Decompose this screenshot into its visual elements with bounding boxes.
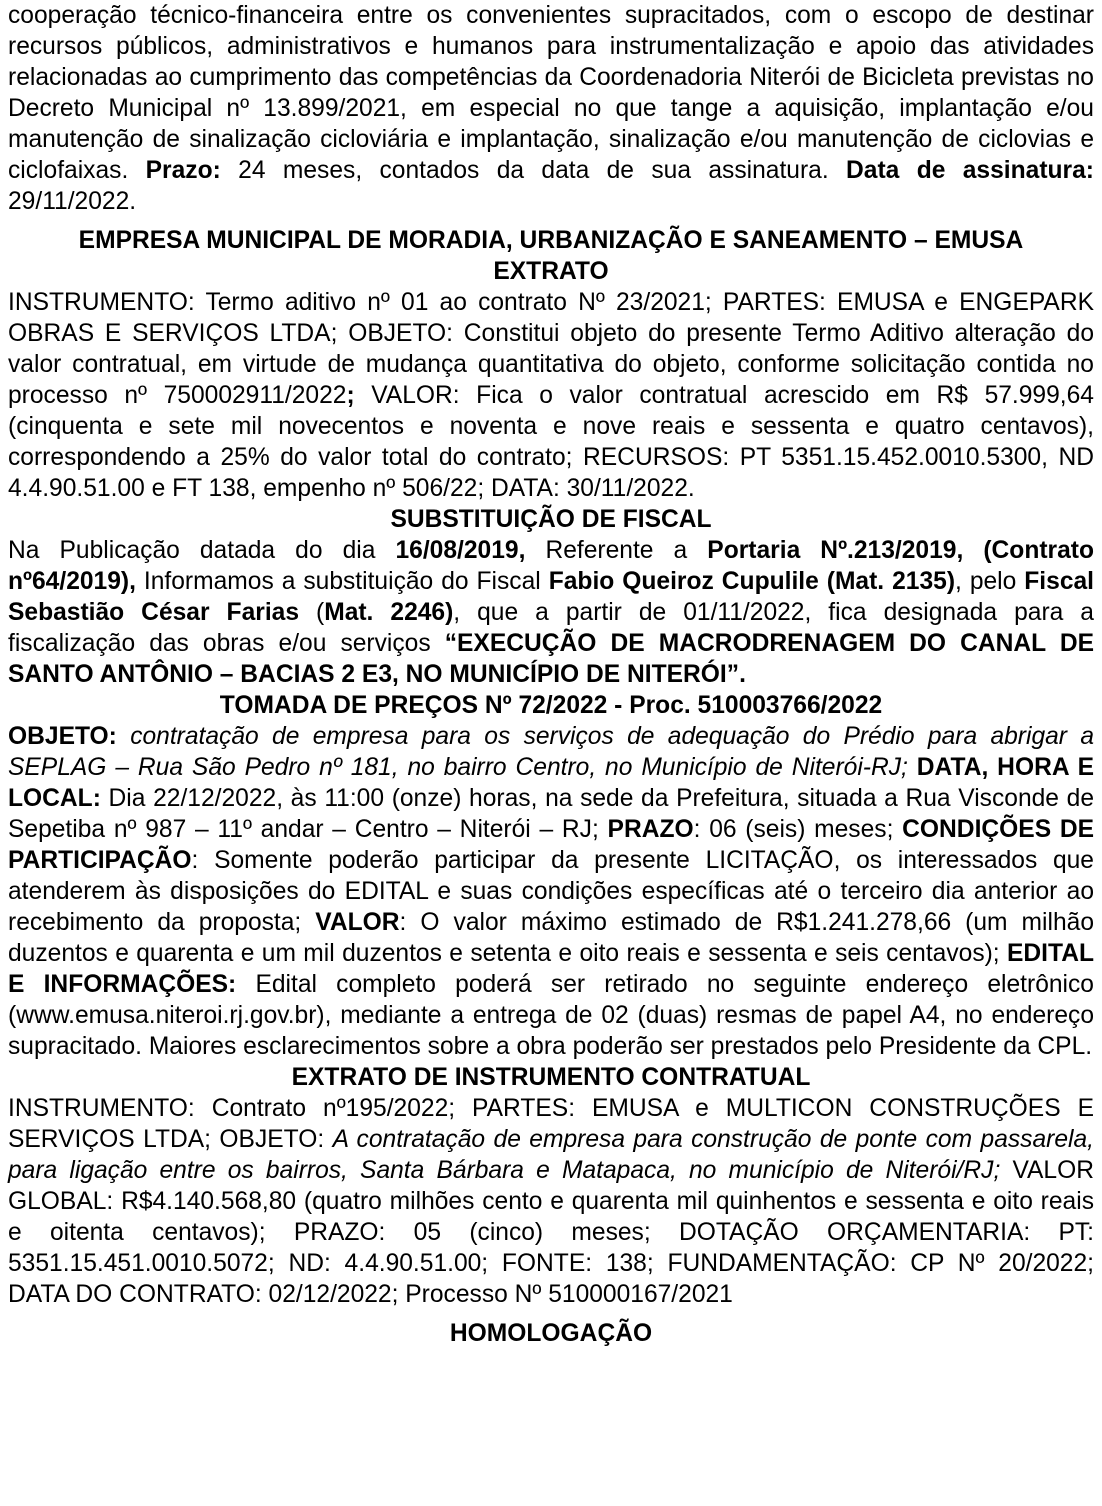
- text: 29/11/2022.: [8, 188, 137, 215]
- bold-text: Mat. 2246): [324, 599, 454, 626]
- text: Na Publicação datada do dia: [8, 537, 396, 564]
- bold-text: CONDIÇÕES DE PARTICIPAÇÃO: [8, 816, 1095, 874]
- bold-text: DATA, HORA E LOCAL:: [8, 754, 1094, 812]
- text: Dia 22/12/2022, às 11:00 (onze) horas, na sede da Prefeitura, situada a Rua Visconde de Sepetiba nº 987 – 11º andar – Centro – Niterói – RJ;: [8, 785, 1094, 843]
- tomada-precos-paragraph: [8, 721, 1094, 1062]
- contrato-paragraph: [8, 1093, 1094, 1310]
- text: INSTRUMENTO: Termo aditivo nº 01 ao contrato Nº 23/2021; PARTES: EMUSA e ENGEPARK OBRAS E SERVIÇOS LTDA; OBJETO: Constitui objeto do presente Termo Aditivo alteração do valor contratual, em virtude de mudança quantitativa do objeto, conforme solicitação contida no processo nº 750002911/2022: [8, 289, 1094, 409]
- bold-text: Prazo:: [145, 157, 221, 184]
- substituicao-fiscal-heading: SUBSTITUIÇÃO DE FISCAL: [390, 506, 712, 533]
- bold-text: “EXECUÇÃO DE MACRODRENAGEM DO CANAL DE SANTO ANTÔNIO – BACIAS 2 E3, NO MUNICÍPIO DE NITERÓI”.: [8, 630, 1094, 688]
- convenio-paragraph: [8, 0, 1094, 217]
- text: VALOR GLOBAL: R$4.140.568,80 (quatro milhões cento e quarenta mil quinhentos e sessenta e oito reais e oitenta centavos); PRAZO: 05 (cinco) meses; DOTAÇÃO ORÇAMENTARIA: PT: 5351.15.451.0010.5072; ND: 4.4.90.51.00; FONTE: 138; FUNDAMENTAÇÃO: CP Nº 20/2022; DATA DO CONTRATO: 02/12/2022; Processo Nº 510000167/2021: [8, 1157, 1095, 1308]
- text: INSTRUMENTO: Contrato nº195/2022; PARTES: EMUSA e MULTICON CONSTRUÇÕES E SERVIÇOS LTDA; OBJETO:: [8, 1095, 1094, 1153]
- bold-text: Portaria Nº.213/2019, (Contrato nº64/2019),: [8, 537, 1095, 595]
- tomada-precos-heading: TOMADA DE PREÇOS Nº 72/2022 - Proc. 510003766/2022: [219, 692, 883, 719]
- bold-text: EDITAL E INFORMAÇÕES:: [8, 940, 1094, 998]
- emusa-heading: EMPRESA MUNICIPAL DE MORADIA, URBANIZAÇÃO E SANEAMENTO – EMUSA: [78, 227, 1024, 254]
- bold-text: Fabio Queiroz Cupulile (Mat. 2135): [548, 568, 956, 595]
- extrato-heading: EXTRATO: [493, 258, 609, 285]
- text: (: [299, 599, 325, 626]
- text: , pelo: [955, 568, 1025, 595]
- bold-text: OBJETO:: [8, 723, 117, 750]
- bold-text: ;: [346, 382, 355, 409]
- text: , que a partir de 01/11/2022, fica designada para a fiscalização das obras e/ou serviços: [8, 599, 1094, 657]
- substituicao-fiscal-paragraph: [8, 535, 1094, 690]
- text: : O valor máximo estimado de R$1.241.278,66 (um milhão duzentos e quarenta e um mil duzentos e setenta e oito reais e sessenta e seis centavos);: [8, 909, 1095, 967]
- text: cooperação técnico-financeira entre os convenientes supracitados, com o escopo de destinar recursos públicos, administrativos e humanos para instrumentalização e apoio das atividades relacionadas ao cumprimento das competências da Coordenadoria Niterói de Bicicleta previstas no Decreto Municipal nº 13.899/2021, em especial no que tange a aquisição, implantação e/ou manutenção de sinalização cicloviária e implantação, sinalização e/ou manutenção de ciclovias e ciclofaixas.: [8, 2, 1094, 184]
- termo-aditivo-paragraph: [8, 287, 1094, 504]
- bold-text: 16/08/2019,: [395, 537, 526, 564]
- italic-text: contratação de empresa para os serviços de adequação do Prédio para abrigar a SEPLAG – Rua São Pedro nº 181, no bairro Centro, no Município de Niterói-RJ;: [8, 723, 1094, 781]
- text: : Somente poderão participar da presente LICITAÇÃO, os interessados que atenderem às disposições do EDITAL e suas condições específicas até o terceiro dia anterior ao recebimento da proposta;: [8, 847, 1094, 936]
- bold-text: VALOR: [315, 909, 400, 936]
- text: Edital completo poderá ser retirado no seguinte endereço eletrônico (www.emusa.niteroi.rj.gov.br), mediante a entrega de 02 (duas) resmas de papel A4, no endereço supracitado. Maiores esclarecimentos sobre a obra poderão ser prestados pelo Presidente da CPL.: [8, 971, 1094, 1060]
- bold-text: Fiscal Sebastião César Farias: [8, 568, 1095, 626]
- bold-text: PRAZO: [607, 816, 694, 843]
- homologacao-heading: HOMOLOGAÇÃO: [449, 1320, 653, 1347]
- bold-text: Data de assinatura:: [846, 157, 1094, 184]
- extrato-contratual-heading: EXTRATO DE INSTRUMENTO CONTRATUAL: [291, 1064, 811, 1091]
- text: : 06 (seis) meses;: [693, 816, 903, 843]
- text: Informamos a substituição do Fiscal: [135, 568, 549, 595]
- text: 24 meses, contados da data de sua assinatura.: [220, 157, 847, 184]
- text: Referente a: [525, 537, 708, 564]
- text: VALOR: Fica o valor contratual acrescido em R$ 57.999,64 (cinquenta e sete mil novecentos e noventa e nove reais e sessenta e quatro centavos), correspondendo a 25% do valor total do contrato; RECURSOS: PT 5351.15.452.0010.5300, ND 4.4.90.51.00 e FT 138, empenho nº 506/22; DATA: 30/11/2022.: [8, 382, 1094, 502]
- italic-text: A contratação de empresa para construção de ponte com passarela, para ligação entre os bairros, Santa Bárbara e Matapaca, no município de Niterói/RJ;: [8, 1126, 1094, 1184]
